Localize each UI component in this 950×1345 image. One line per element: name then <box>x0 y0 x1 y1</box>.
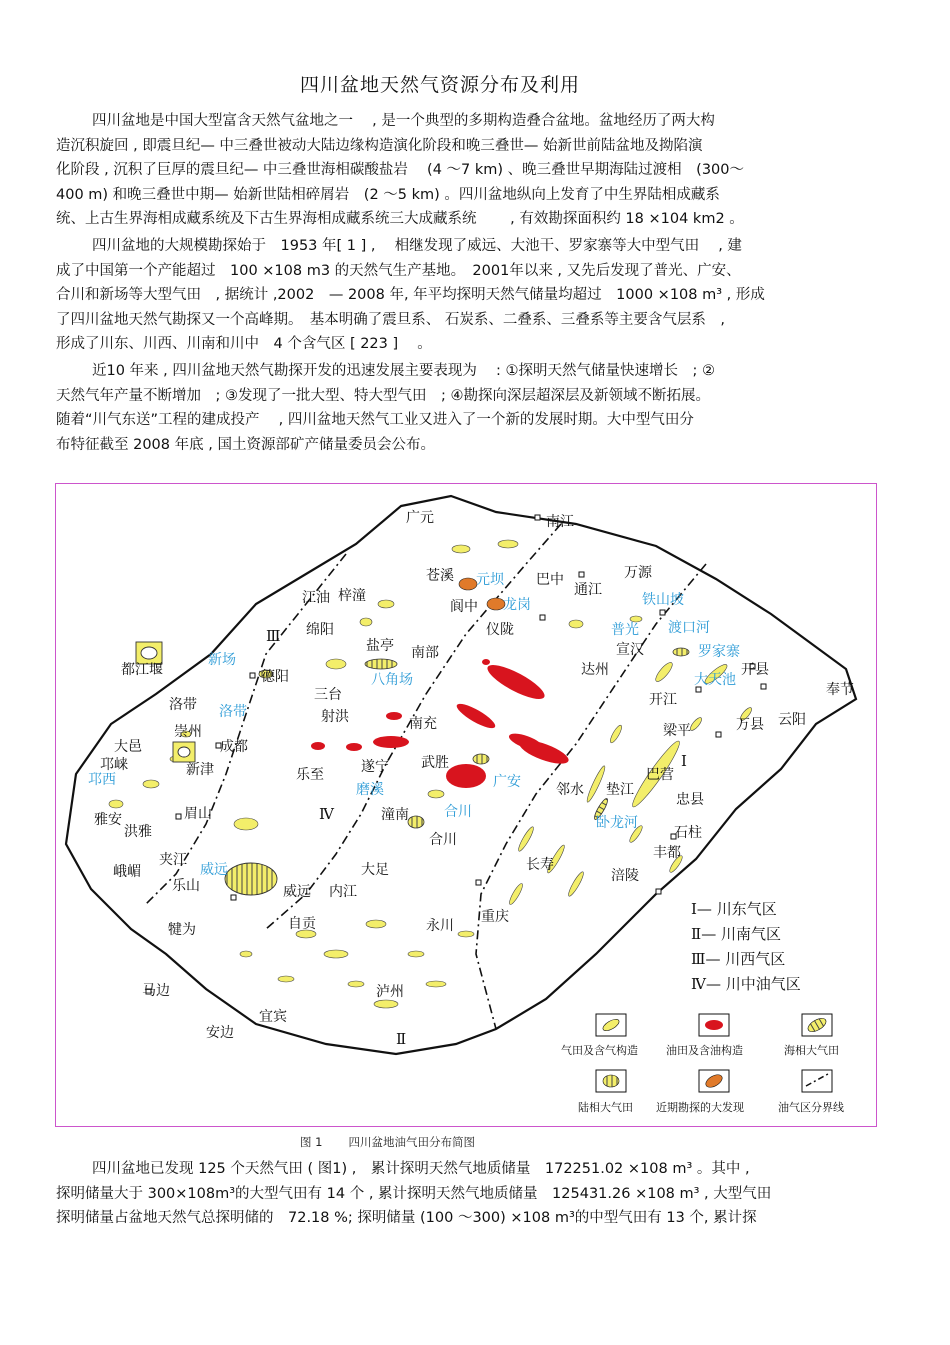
place-label: 洛带 <box>169 697 197 713</box>
place-label: 永川 <box>426 918 454 934</box>
text-line: 四川盆地已发现 125 个天然气田 ( 图1) , 累计探明天然气地质储量 172251.02 ×108 m³ 。其中 , <box>92 1161 750 1177</box>
legend-label: 气田及含气构造 <box>561 1044 638 1057</box>
field-label: 八角场 <box>371 672 413 688</box>
text-line: 合川和新场等大型气田 , 据统计 ,2002 — 2008 年, 年平均探明天然气储量均超过 1000 ×108 m³ , 形成 <box>56 287 765 304</box>
place-label: 石柱 <box>674 825 702 841</box>
place-label: 宣汉 <box>616 642 644 658</box>
paragraph-2 <box>56 234 896 357</box>
place-label: 万县 <box>736 717 764 733</box>
place-label: 绵阳 <box>306 622 334 638</box>
place-label: 乐至 <box>296 767 324 783</box>
place-label: 合川 <box>429 832 457 848</box>
place-label: 洪雅 <box>124 824 152 840</box>
place-label: 宜宾 <box>259 1009 287 1025</box>
text-line: 探明储量占盆地天然气总探明储的 72.18 %; 探明储量 (100 ～300) ×108 m³的中型气田有 13 个, 累计探 <box>56 1210 757 1227</box>
paragraph-1 <box>56 109 896 232</box>
text-line: 成了中国第一个产能超过 100 ×108 m3 的天然气生产基地。 2001年以来 , 又先后发现了普光、广安、 <box>56 262 741 279</box>
place-label: 邛崃 <box>100 757 128 773</box>
field-label: 大天池 <box>694 672 736 688</box>
field-label: 罗家寨 <box>698 644 740 660</box>
place-label: 雅安 <box>94 812 122 828</box>
paragraph-3 <box>56 359 896 457</box>
text-line: 探明储量大于 300×108m³的大型气田有 14 个 , 累计探明天然气地质储量 125431.26 ×108 m³ , 大型气田 <box>56 1185 772 1202</box>
text-line: 四川盆地是中国大型富含天然气盆地之一 , 是一个典型的多期构造叠合盆地。盆地经历了两大构 <box>92 113 715 129</box>
legend-label: 近期勘探的大发现 <box>656 1101 744 1114</box>
place-label: 夹江 <box>159 852 187 868</box>
text-line: 随着“川气东送”工程的建成投产 , 四川盆地天然气工业又进入了一个新的发展时期。大中型气田分 <box>56 412 694 429</box>
place-label: 巴中 <box>536 572 564 588</box>
text-line: 统、上古生界海相成藏系统及下古生界海相成藏系统三大成藏系统 , 有效勘探面积约 18 ×104 km2 。 <box>56 211 744 228</box>
region-label-I: Ⅰ <box>681 752 687 770</box>
field-label: 龙岗 <box>503 597 531 613</box>
place-label: 眉山 <box>184 806 212 822</box>
place-label: 奉节 <box>826 682 854 698</box>
place-label: 内江 <box>329 884 357 900</box>
field-label: 卧龙河 <box>596 815 638 831</box>
text-line: 四川盆地的大规模勘探始于 1953 年[ 1 ] , 相继发现了威远、大池干、罗家寨等大中型气田 , 建 <box>92 238 742 254</box>
place-label: 开县 <box>741 662 769 678</box>
place-label: 成都 <box>220 739 248 755</box>
legend-label: 油气区分界线 <box>778 1101 844 1114</box>
field-label: 新场 <box>208 652 236 668</box>
place-label: 万源 <box>624 565 652 581</box>
place-label: 长寿 <box>526 857 554 873</box>
place-label: 德阳 <box>261 669 289 685</box>
place-label: 峨嵋 <box>113 864 141 880</box>
zone-key-item: Ⅲ— 川西气区 <box>691 950 786 968</box>
place-label: 阆中 <box>450 599 478 615</box>
place-label: 崇州 <box>174 724 202 740</box>
region-label-III: Ⅲ <box>266 627 281 645</box>
place-label: 威远 <box>283 884 311 900</box>
place-label: 邻水 <box>556 782 584 798</box>
place-label: 丰都 <box>653 845 681 861</box>
place-label: 垫江 <box>606 782 634 798</box>
place-label: 新津 <box>186 762 214 778</box>
field-label: 洛带 <box>219 704 247 720</box>
page-title: 四川盆地天然气资源分布及利用 <box>299 74 580 96</box>
basin-map-figure <box>55 483 877 1127</box>
place-label: 开江 <box>649 692 677 708</box>
place-label: 武胜 <box>421 755 449 771</box>
zone-key-item: Ⅱ— 川南气区 <box>691 925 781 943</box>
text-line: 400 m) 和晚三叠世中期— 始新世陆相碎屑岩 (2 ～5 km) 。四川盆地纵向上发育了中生界陆相成藏系 <box>56 186 720 203</box>
field-label: 威远 <box>200 862 228 878</box>
place-label: 梓潼 <box>338 588 366 604</box>
text-line: 造沉积旋回 , 即震旦纪— 中三叠世被动大陆边缘构造演化阶段和晚三叠世— 始新世前陆盆地及拗陷演 <box>56 137 703 154</box>
basin-map <box>56 484 876 1126</box>
place-label: 南充 <box>409 716 437 732</box>
text-line: 了四川盆地天然气勘探又一个高峰期。 基本明确了震旦系、 石炭系、二叠系、三叠系等主要含气层系 , <box>56 311 725 328</box>
field-label: 磨溪 <box>356 782 384 798</box>
place-label: 梁平 <box>663 723 691 739</box>
figure-caption-text: 四川盆地油气田分布简图 <box>348 1135 475 1149</box>
place-label: 忠县 <box>676 792 704 808</box>
field-label: 普光 <box>611 622 639 638</box>
place-label: 云阳 <box>778 712 806 728</box>
place-label: 大邑 <box>114 739 142 755</box>
text-line: 天然气年产量不断增加 ; ③发现了一批大型、特大型气田 ; ④勘探向深层超深层及新领域不断拓展。 <box>56 387 710 404</box>
region-label-II: Ⅱ <box>396 1030 407 1048</box>
place-label: 盐亭 <box>366 638 394 654</box>
place-label: 泸州 <box>376 984 404 1000</box>
field-label: 广安 <box>493 774 521 790</box>
place-label: 都江堰 <box>121 662 163 678</box>
place-label: 通江 <box>574 582 602 598</box>
region-label-IV: Ⅳ <box>319 805 334 823</box>
place-label: 犍为 <box>168 922 196 938</box>
place-label: 重庆 <box>481 909 509 925</box>
place-label: 遂宁 <box>361 759 389 775</box>
field-label: 渡口河 <box>668 620 710 636</box>
place-label: 涪陵 <box>611 868 639 884</box>
zone-key-item: Ⅳ— 川中油气区 <box>691 975 801 993</box>
place-label: 江油 <box>302 590 330 606</box>
field-label: 元坝 <box>476 572 504 588</box>
paragraph-4 <box>56 1157 896 1231</box>
place-label: 自贡 <box>288 916 316 932</box>
place-label: 马边 <box>142 983 170 999</box>
legend-label: 海相大气田 <box>784 1044 839 1057</box>
legend-label: 油田及含油构造 <box>666 1044 743 1057</box>
text-line: 布特征截至 2008 年底 , 国土资源部矿产储量委员会公布。 <box>56 436 435 453</box>
text-line: 近10 年来 , 四川盆地天然气勘探开发的迅速发展主要表现为 : ①探明天然气储量快速增长 ; ② <box>92 363 715 379</box>
field-label: 铁山坡 <box>642 592 684 608</box>
place-label: 苍溪 <box>426 568 454 584</box>
place-label: 乐山 <box>172 878 200 894</box>
place-label: 达州 <box>581 662 609 678</box>
place-label: 潼南 <box>381 807 409 823</box>
place-label: 仪陇 <box>486 622 514 638</box>
text-line: 化阶段 , 沉积了巨厚的震旦纪— 中三叠世海相碳酸盐岩 (4 ～7 km) 、晚三叠世早期海陆过渡相 (300～ <box>56 162 744 179</box>
place-label: 安边 <box>206 1025 234 1041</box>
place-label: 巴营 <box>646 767 674 783</box>
text-line: 形成了川东、川西、川南和川中 4 个含气区 [ 223 ] 。 <box>56 336 432 353</box>
place-label: 南部 <box>411 645 439 661</box>
zone-key-item: Ⅰ— 川东气区 <box>691 900 777 918</box>
figure-number: 图 1 <box>300 1135 323 1149</box>
place-label: 射洪 <box>321 709 349 725</box>
place-label: 广元 <box>406 510 434 526</box>
field-label: 合川 <box>444 804 472 820</box>
place-label: 大足 <box>361 862 389 878</box>
figure-caption <box>300 1134 501 1150</box>
place-label: 南江 <box>546 514 574 530</box>
field-label: 邛西 <box>88 772 116 788</box>
place-label: 三台 <box>314 687 342 703</box>
legend-label: 陆相大气田 <box>578 1101 633 1114</box>
